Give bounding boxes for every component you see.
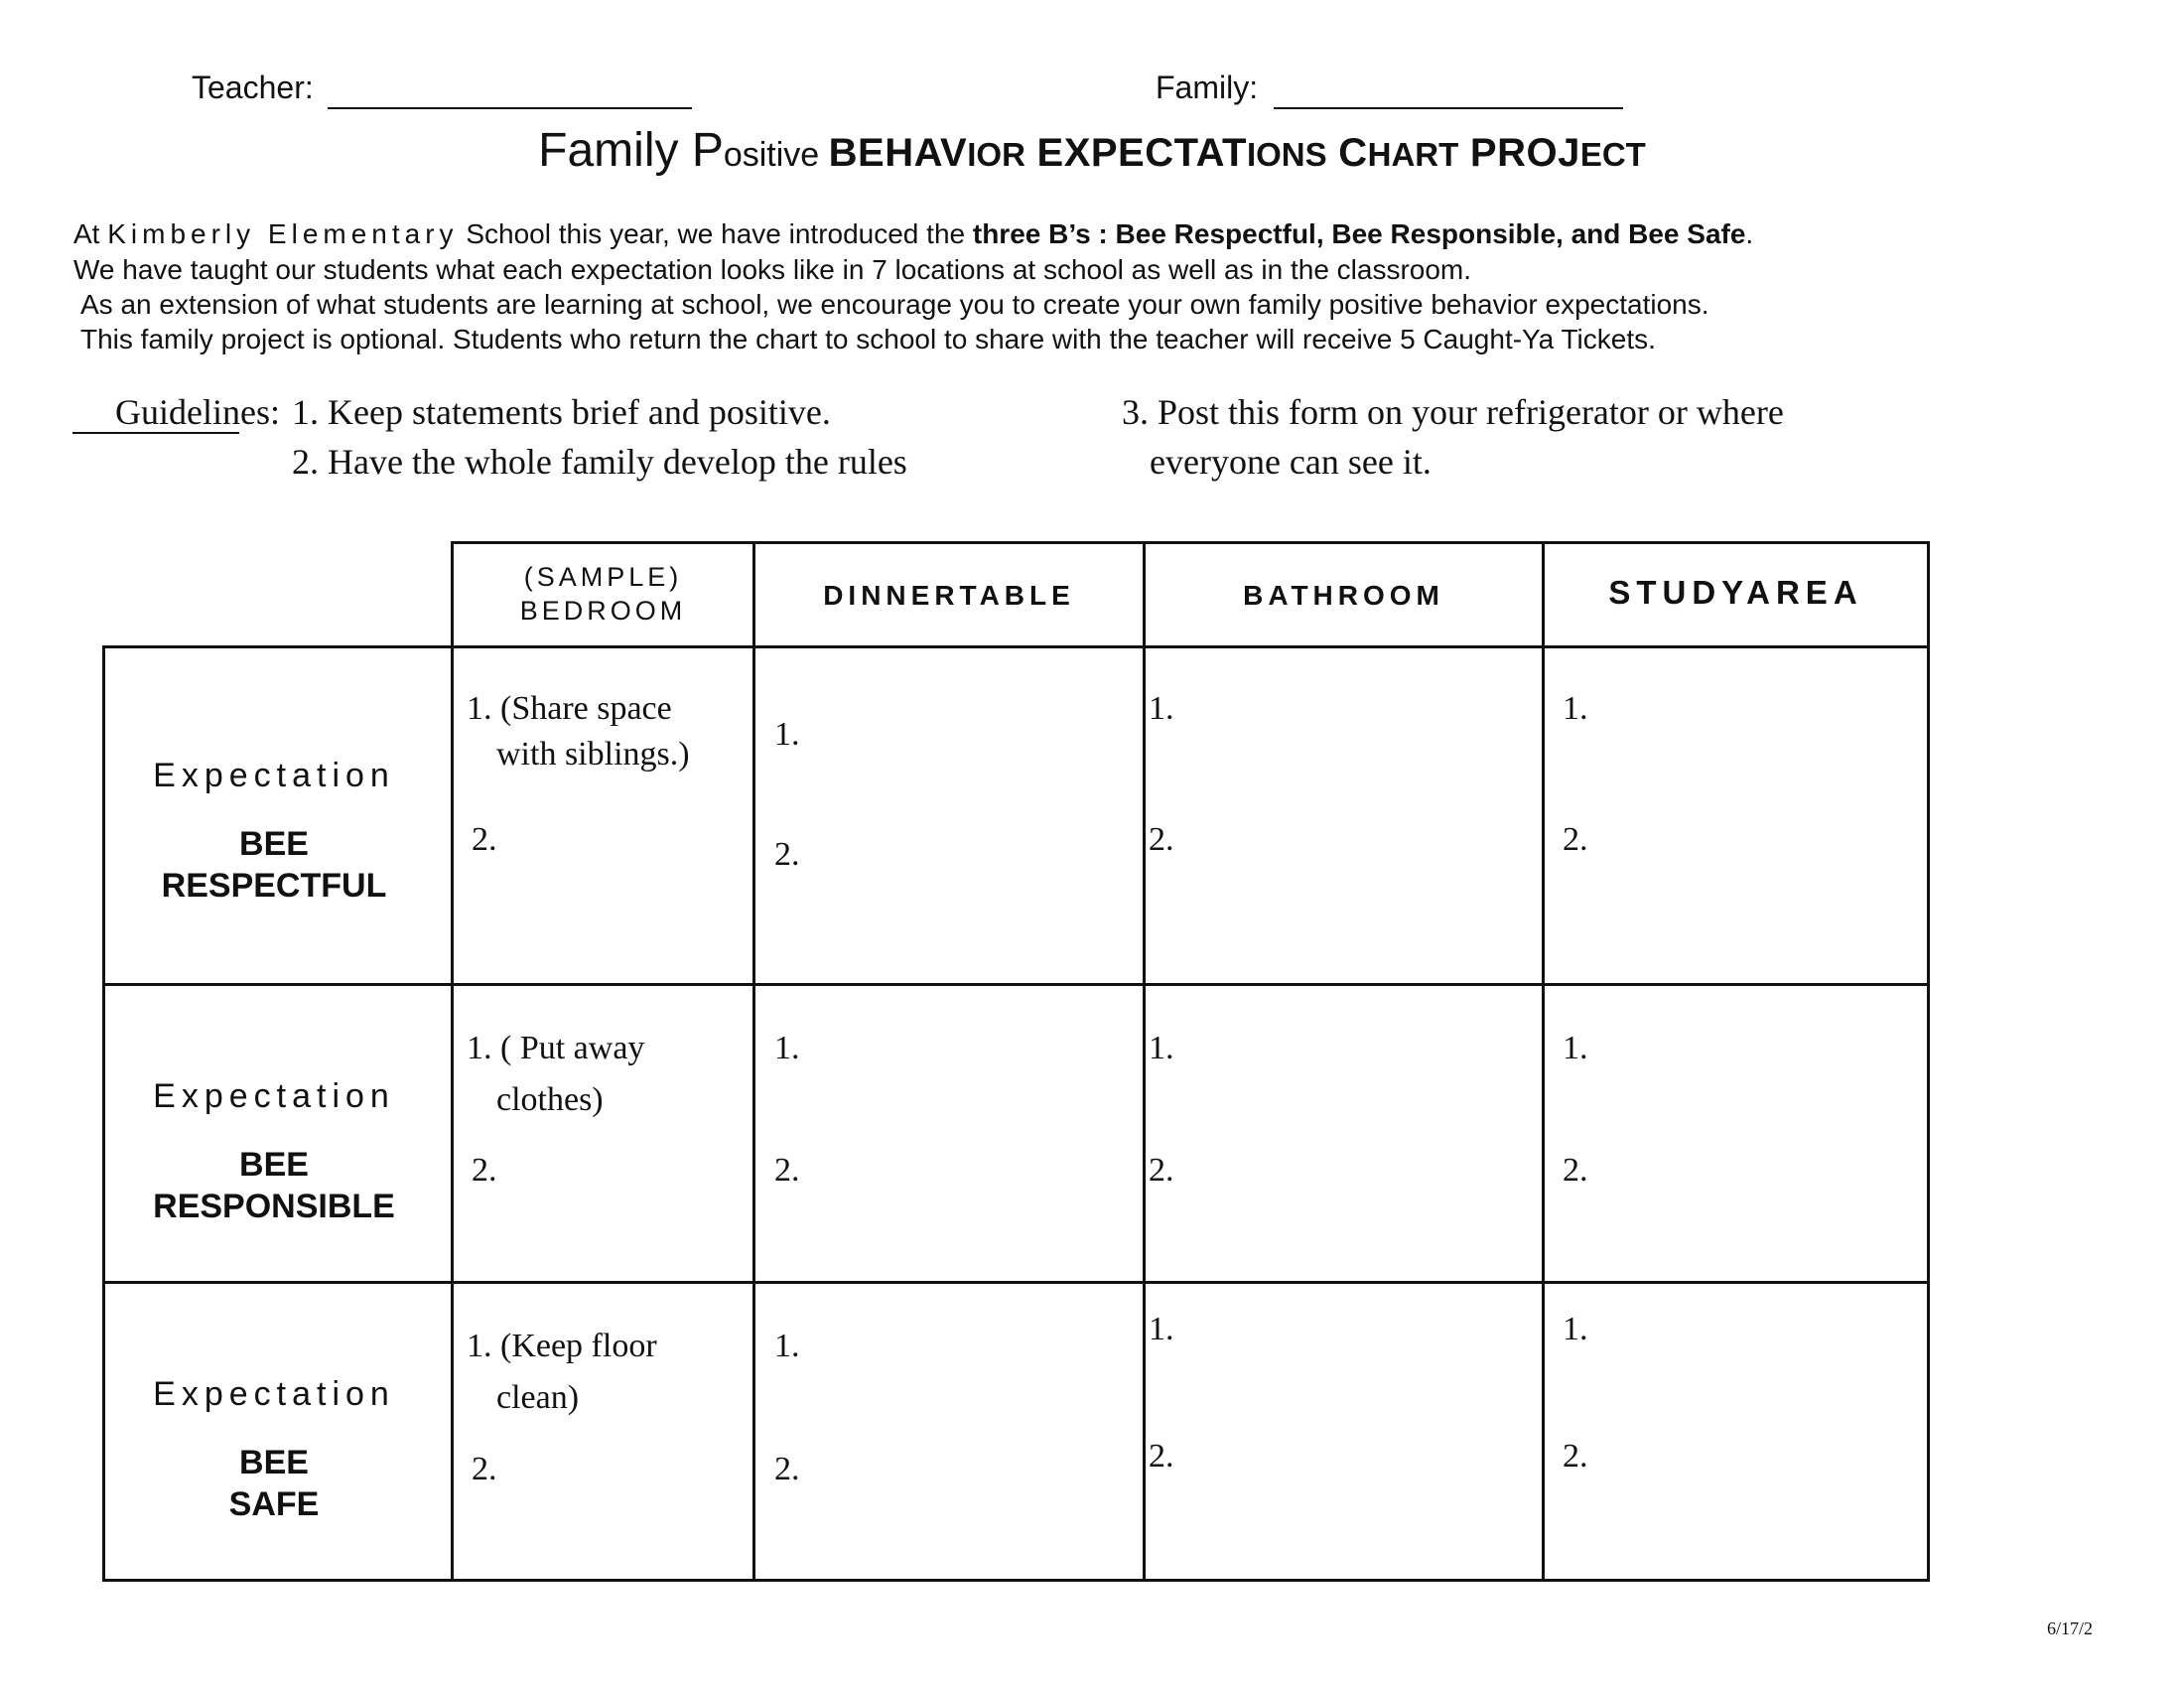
study-item-1[interactable]: 1.	[1563, 690, 1588, 727]
table-bottom-border	[102, 1579, 1930, 1582]
dinner-item-1[interactable]: 1.	[774, 1328, 800, 1364]
bath-item-2[interactable]: 2.	[1149, 1438, 1174, 1475]
study-item-1[interactable]: 1.	[1563, 1311, 1588, 1347]
title-part2-small: IOR	[967, 136, 1025, 173]
page-title	[0, 123, 2184, 178]
row-category-label: RESPECTFUL	[161, 867, 387, 905]
title-part3-small: IONS	[1246, 136, 1327, 173]
row-category-label: SAFE	[228, 1485, 320, 1523]
bath-item-1[interactable]: 1.	[1149, 1311, 1174, 1347]
table-top-border	[451, 541, 1930, 544]
family-name-field[interactable]	[1274, 107, 1623, 109]
footer-date: 6/17/2	[2047, 1618, 2094, 1638]
dinner-item-2[interactable]: 2.	[774, 1451, 800, 1487]
title-part4-small: HART	[1367, 136, 1459, 173]
table-col-divider-1	[451, 541, 454, 1582]
row-expectation-label: Expectation	[153, 757, 395, 794]
sample-item-1-line2: with siblings.)	[496, 736, 690, 773]
title-part1-small: ositive	[723, 136, 829, 174]
intro-line1-mid: School this year, we have introduced the	[458, 218, 973, 249]
title-part4: C	[1326, 131, 1368, 175]
study-item-2[interactable]: 2.	[1563, 1438, 1588, 1475]
three-bs-text: three B’s : Bee Respectful, Bee Responsible, and Bee Safe	[972, 218, 1746, 249]
dinner-item-1[interactable]: 1.	[774, 1030, 800, 1066]
guideline-3-line2: everyone can see it.	[1150, 442, 1432, 482]
row-label-responsible	[102, 1077, 446, 1227]
intro-line-3: As an extension of what students are learning at school, we encourage you to create your own family positive behavior expectations.	[80, 289, 1709, 320]
sample-item-1-line2: clean)	[496, 1379, 580, 1416]
title-part5-small: ECT	[1579, 136, 1646, 173]
table-col-divider-4	[1542, 541, 1545, 1582]
column-header-bathroom: BATHROOM	[1243, 580, 1444, 611]
row-category-label: RESPONSIBLE	[153, 1188, 395, 1225]
row-expectation-label: Expectation	[153, 1375, 395, 1413]
column-header-sample-line2: BEDROOM	[519, 596, 687, 626]
column-header-sample-line1: (SAMPLE)	[523, 562, 683, 592]
bath-item-1[interactable]: 1.	[1149, 1030, 1174, 1066]
dinner-item-1[interactable]: 1.	[774, 716, 800, 753]
bath-item-1[interactable]: 1.	[1149, 690, 1174, 727]
guidelines-label: Guidelines:	[115, 392, 280, 432]
column-header-studyarea: STUDYAREA	[1608, 574, 1863, 611]
sample-item-1-line1: 1. (Keep floor	[467, 1328, 657, 1364]
bath-item-2[interactable]: 2.	[1149, 1152, 1174, 1189]
study-item-2[interactable]: 2.	[1563, 821, 1588, 858]
intro-line1-end: .	[1745, 218, 1754, 249]
study-item-2[interactable]: 2.	[1563, 1152, 1588, 1189]
guidelines-underline	[72, 432, 239, 434]
title-part2: BEHAV	[828, 131, 968, 175]
column-header-sample-bedroom	[454, 560, 752, 628]
guideline-1: 1. Keep statements brief and positive.	[292, 392, 831, 432]
sample-item-2[interactable]: 2.	[472, 1152, 497, 1189]
table-row-divider-2	[102, 1281, 1930, 1284]
title-part1: Family P	[538, 124, 724, 177]
intro-line-1	[73, 218, 1753, 250]
table-row-divider-1	[102, 983, 1930, 986]
table-header-border	[102, 645, 1930, 648]
sample-item-2[interactable]: 2.	[472, 1451, 497, 1487]
table-col-divider-2	[752, 541, 755, 1582]
guideline-3-line1: 3. Post this form on your refrigerator or where	[1122, 392, 1784, 432]
row-bee-label: BEE	[239, 825, 309, 863]
bath-item-2[interactable]: 2.	[1149, 821, 1174, 858]
title-part3: EXPECTAT	[1024, 131, 1247, 175]
intro-line-2: We have taught our students what each expectation looks like in 7 locations at school as well as in the classroom.	[73, 254, 1472, 285]
row-label-respectful	[102, 757, 446, 907]
dinner-item-2[interactable]: 2.	[774, 836, 800, 873]
table-right-border	[1927, 541, 1930, 1582]
table-col-divider-3	[1143, 541, 1146, 1582]
teacher-label: Teacher:	[192, 70, 314, 105]
intro-line1-pre: At	[73, 218, 108, 249]
guideline-2: 2. Have the whole family develop the rules	[292, 442, 907, 482]
title-part5: PROJ	[1458, 131, 1580, 175]
row-label-safe	[102, 1375, 446, 1525]
dinner-item-2[interactable]: 2.	[774, 1152, 800, 1189]
sample-item-1-line1: 1. (Share space	[467, 690, 672, 727]
row-bee-label: BEE	[239, 1444, 309, 1481]
row-expectation-label: Expectation	[153, 1077, 395, 1115]
sample-item-1-line1: 1. ( Put away	[467, 1030, 645, 1066]
sample-item-2[interactable]: 2.	[472, 821, 497, 858]
family-label: Family:	[1156, 70, 1259, 105]
study-item-1[interactable]: 1.	[1563, 1030, 1588, 1066]
school-name: Kimberly Elementary	[107, 218, 459, 249]
sample-item-1-line2: clothes)	[496, 1081, 604, 1118]
teacher-name-field[interactable]	[328, 107, 692, 109]
intro-line-4: This family project is optional. Students who return the chart to school to share with the teacher will receive 5 Caught-Ya Tickets.	[80, 324, 1656, 354]
column-header-dinnertable: DINNERTABLE	[823, 580, 1075, 611]
row-bee-label: BEE	[239, 1146, 309, 1184]
